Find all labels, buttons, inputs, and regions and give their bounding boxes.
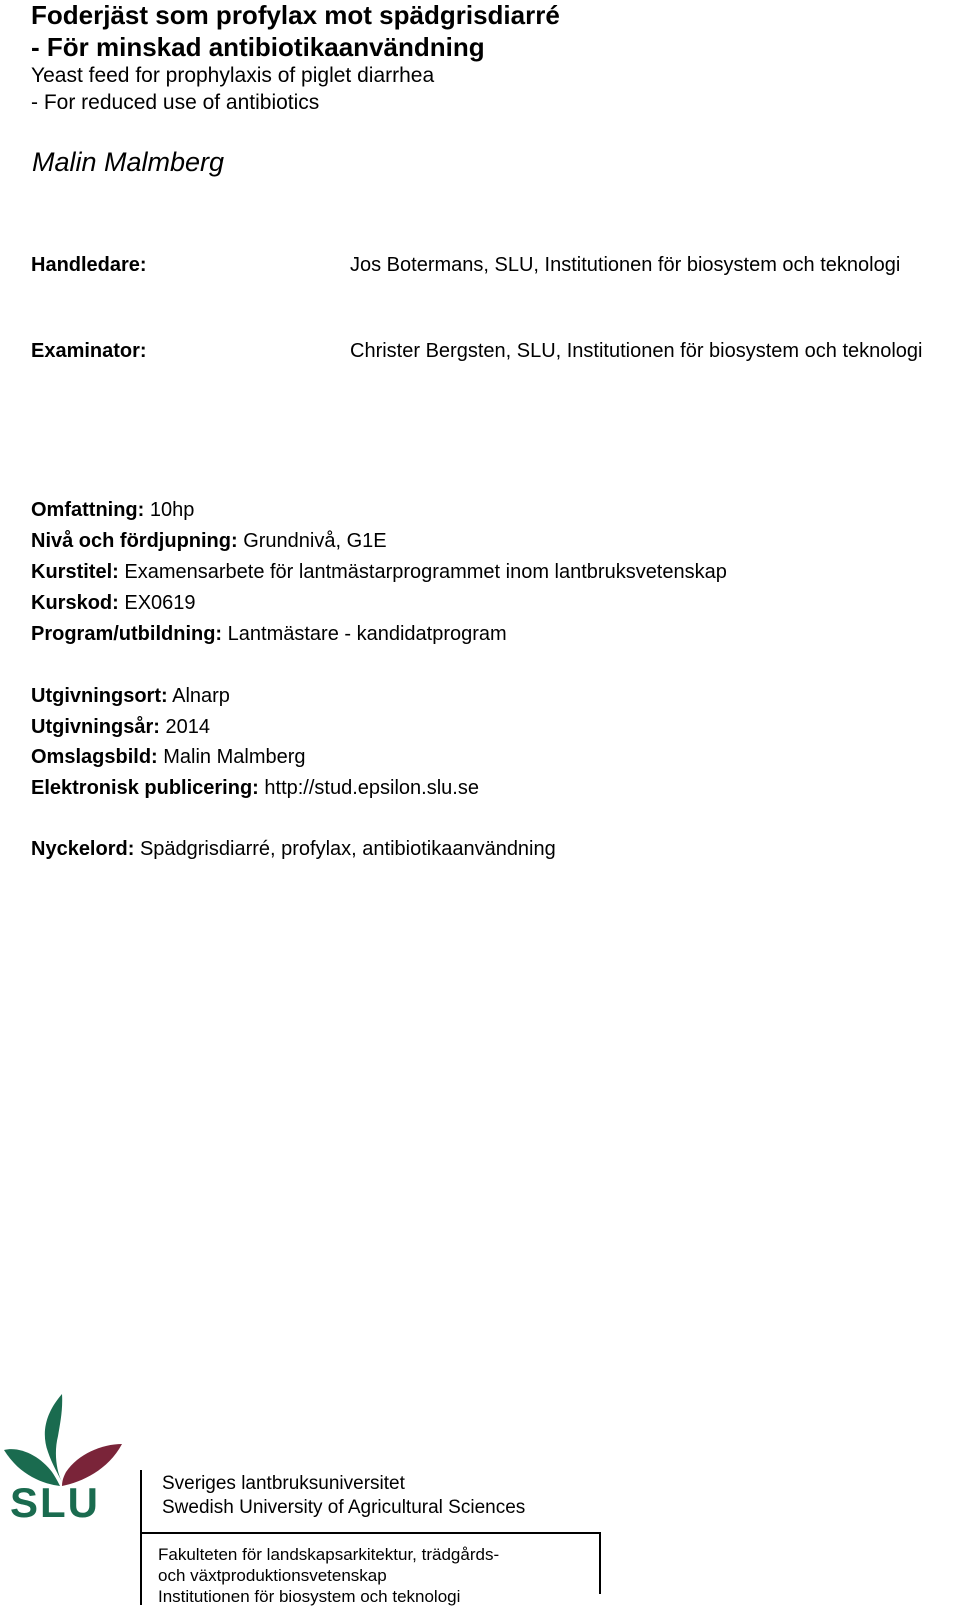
handledare-value: Jos Botermans, SLU, Institutionen för biosystem och teknologi (350, 254, 901, 276)
kurstitel-label: Kurstitel: (31, 561, 119, 583)
utgivningsort-row (31, 685, 230, 708)
title-line-2: - För minskad antibiotikaanvändning (31, 32, 485, 62)
utgivningsort-label: Utgivningsort: (31, 685, 168, 707)
niva-row (31, 530, 387, 553)
faculty-box-right-border (599, 1532, 601, 1594)
kurskod-value: EX0619 (124, 592, 196, 614)
examinator-value: Christer Bergsten, SLU, Institutionen för biosystem och teknologi (350, 340, 923, 362)
faculty-line-2: och växtproduktionsvetenskap (158, 1566, 387, 1585)
omfattning-label: Omfattning: (31, 499, 145, 521)
omfattning-value: 10hp (149, 499, 195, 521)
nyckelord-row (31, 838, 556, 861)
niva-value: Grundnivå, G1E (243, 530, 387, 552)
examinator-label: Examinator: (31, 340, 147, 362)
program-row (31, 623, 507, 646)
kurskod-label: Kurskod: (31, 592, 119, 614)
faculty-box-top-border (140, 1532, 601, 1534)
faculty-line-3: Institutionen för biosystem och teknologi (158, 1587, 461, 1606)
omslagsbild-value: Malin Malmberg (163, 746, 306, 768)
nyckelord-value: Spädgrisdiarré, profylax, antibiotikaanvändning (139, 838, 556, 860)
omfattning-row (31, 499, 194, 522)
niva-label: Nivå och fördjupning: (31, 530, 238, 552)
utgivningsort-value: Alnarp (172, 685, 230, 707)
utgivningsar-label: Utgivningsår: (31, 716, 160, 738)
kurstitel-row (31, 561, 727, 584)
logo-wordmark: SLU (10, 1479, 100, 1522)
slu-logo (0, 1392, 125, 1522)
university-name-en: Swedish University of Agricultural Sciences (162, 1497, 526, 1518)
logo-divider (140, 1470, 142, 1605)
utgivningsar-row (31, 716, 210, 739)
elektronisk-row (31, 777, 479, 800)
subtitle-line-2: - For reduced use of antibiotics (31, 91, 320, 114)
kurstitel-value: Examensarbete för lantmästarprogrammet inom lantbruksvetenskap (124, 561, 727, 583)
program-value: Lantmästare - kandidatprogram (227, 623, 507, 645)
elektronisk-label: Elektronisk publicering: (31, 777, 259, 799)
nyckelord-label: Nyckelord: (31, 838, 135, 860)
subtitle-line-1: Yeast feed for prophylaxis of piglet diarrhea (31, 64, 435, 87)
university-name-sv: Sveriges lantbruksuniversitet (162, 1473, 405, 1494)
program-label: Program/utbildning: (31, 623, 223, 645)
handledare-label: Handledare: (31, 254, 147, 276)
kurskod-row (31, 592, 196, 615)
author-name: Malin Malmberg (32, 147, 225, 177)
omslagsbild-row (31, 746, 306, 769)
title-line-1: Foderjäst som profylax mot spädgrisdiarré (31, 0, 560, 30)
elektronisk-value[interactable]: http://stud.epsilon.slu.se (264, 777, 479, 799)
faculty-line-1: Fakulteten för landskapsarkitektur, trädgårds- (158, 1545, 500, 1564)
omslagsbild-label: Omslagsbild: (31, 746, 158, 768)
utgivningsar-value: 2014 (165, 716, 210, 738)
